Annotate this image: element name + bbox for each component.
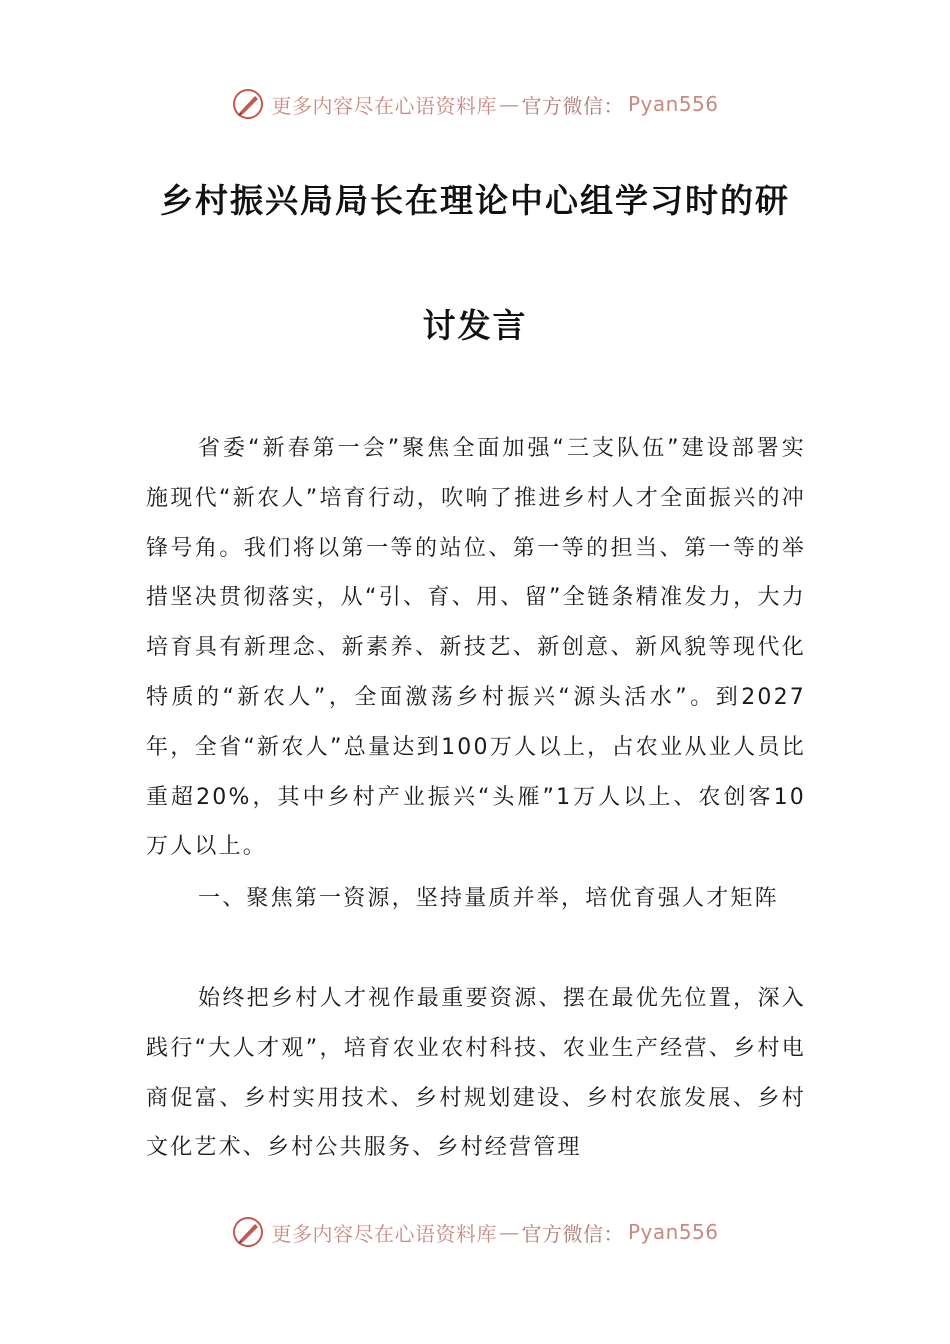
watermark-header (0, 84, 950, 124)
paragraph-intro: 省委“新春第一会”聚焦全面加强“三支队伍”建设部署实施现代“新农人”培育行动，吹响了推进乡村人才全面振兴的冲锋号角。我们将以第一等的站位、第一等的担当、第一等的举措坚决贯彻落实，从“引、育、用、留”全链条精准发力，大力培育具有新理念、新素养、新技艺、新创意、新风貌等现代化特质的“新农人”，全面激荡乡村振兴“源头活水”。到2027年，全省“新农人”总量达到100万人以上，占农业从业人员比重超20%，其中乡村产业振兴“头雁”1万人以上、农创客10万人以上。 (146, 436, 806, 860)
watermark-label: 官方微信： (521, 1221, 624, 1246)
watermark-label: 官方微信： (521, 93, 624, 118)
pen-logo-icon (231, 87, 265, 121)
watermark-main-text: 更多内容尽在心语资料库 (271, 93, 497, 118)
watermark-main-text: 更多内容尽在心语资料库 (271, 1221, 497, 1246)
pen-logo-icon (231, 1215, 265, 1249)
document-title-line-2: 讨发言 (422, 306, 528, 345)
document-title-line-1: 乡村振兴局局长在理论中心组学习时的研 (160, 181, 790, 220)
section-heading-1: 一、聚焦第一资源，坚持量质并举，培优育强人才矩阵 (198, 886, 779, 911)
watermark-wechat-id: Pyan556 (627, 1220, 719, 1244)
watermark-wechat-id: Pyan556 (627, 92, 719, 116)
watermark-dash: — (498, 92, 520, 116)
watermark-dash: — (498, 1220, 520, 1244)
watermark-footer (0, 1212, 950, 1252)
paragraph-section-1: 始终把乡村人才视作最重要资源、摆在最优先位置，深入践行“大人才观”，培育农业农村科技、农业生产经营、乡村电商促富、乡村实用技术、乡村规划建设、乡村农旅发展、乡村文化艺术、乡村公共服务、乡村经营管理 (146, 986, 806, 1161)
